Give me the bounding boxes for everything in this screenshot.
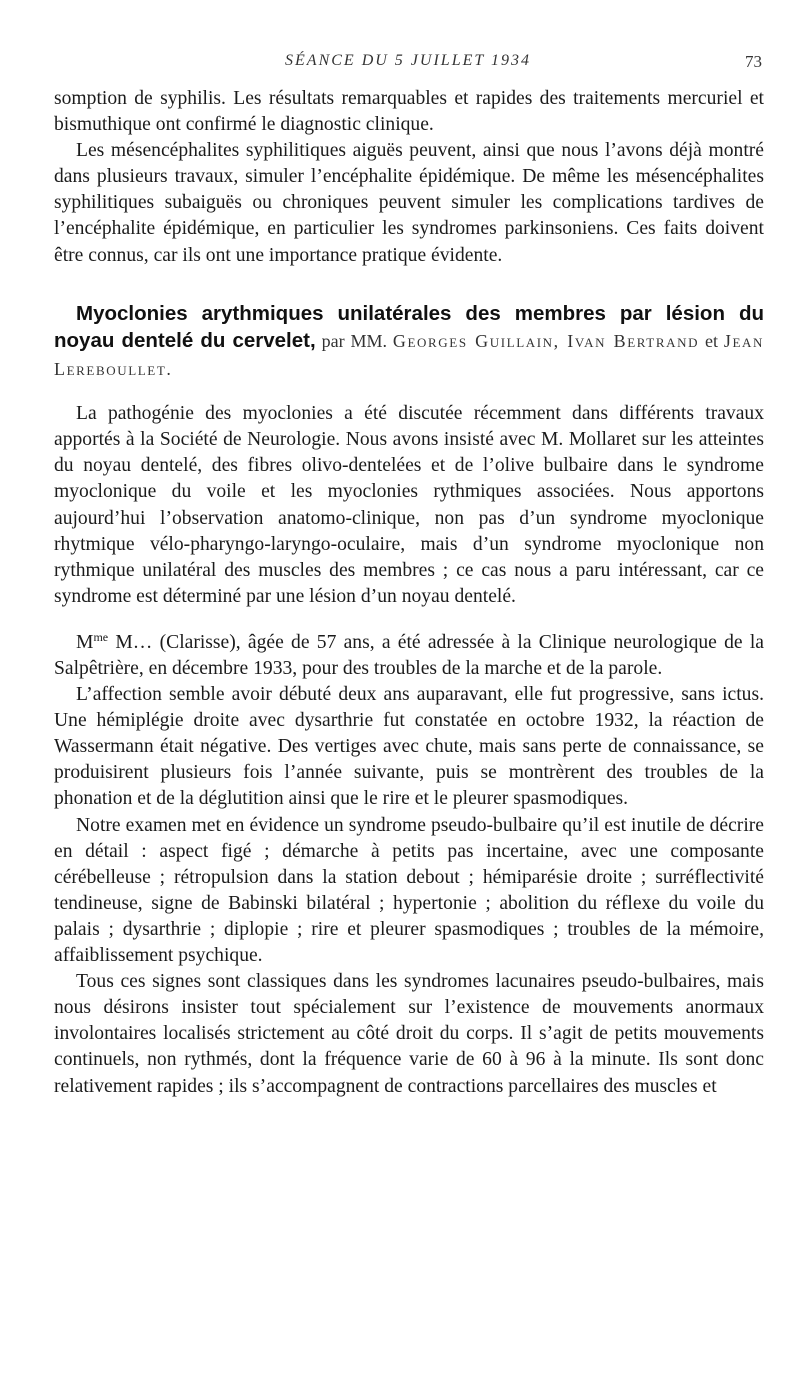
section-gap (54, 610, 764, 630)
paragraph: La pathogénie des myoclonies a été discutée récemment dans différents travaux apportés à la Société de Neurologie. Nous avons insisté avec M. Mollaret sur les atteintes du noyau dentelé, des fibres olivo-dentelées et de l’olive bulbaire dans le syndrome myoclonique du voile et les myoclonies rythmiques associées. Nous apportons aujourd’hui l’observation anatomo-clinique, non pas d’un syndrome myoclonique rhytmique vélo-pharyngo-laryngo-oculaire, mais d’un syndrome myoclonique non rythmique unilatéral des muscles des membres ; ce cas nous a paru intéressant, car ce syndrome est déterminé par une lésion d’un noyau dentelé. (54, 403, 764, 607)
article-and: et (699, 331, 724, 352)
page-number: 73 (745, 52, 762, 71)
article-title: Myoclonies arythmiques unilatérales des membres par lésion du noyau dentelé du cervelet, (54, 301, 764, 353)
running-head (54, 52, 762, 76)
article-header (54, 301, 764, 384)
paragraph: Notre examen met en évidence un syndrome pseudo-bulbaire qu’il est inutile de décrire en détail : aspect figé ; démarche à petits pas incertaine, avec une composante cérébelleuse ; rétropulsion dans la station debout ; hémiparésie droite ; surréflectivité tendineuse, signe de Babinski bilatéral ; hypertonie ; abolition du réflexe du voile du palais ; dysarthrie ; diplopie ; rire et pleurer spasmodiques ; troubles de la mémoire, affaiblissement psychique. (54, 814, 764, 967)
paragraph: Les mésencéphalites syphilitiques aiguës peuvent, ainsi que nous l’avons déjà montré dans plusieurs travaux, simuler l’encéphalite épidémique. De même les mésencéphalites syphilitiques subaiguës ou chroniques peuvent simuler les complications tardives de l’encéphalite épidémique, en particulier les syndromes parkinsoniens. Ces faits doivent être connus, car ils ont une importance pratique évidente. (54, 140, 764, 266)
article-by: par MM. (315, 331, 393, 352)
running-title: SÉANCE DU 5 JUILLET 1934 (285, 52, 531, 69)
case-paragraph (54, 630, 764, 682)
page-body (54, 86, 764, 1100)
honorific: M (76, 631, 94, 653)
article-authors: Georges Guillain, Ivan Bertrand (392, 331, 700, 352)
article-authors-last: Jean Lereboullet. (54, 331, 764, 379)
paragraph: Tous ces signes sont classiques dans les syndromes lacunaires pseudo-bulbaires, mais nous désirons insister tout spécialement sur l’existence de mouvements anormaux involontaires localisés strictement au côté droit du corps. Il s’agit de petits mouvements continuels, non rythmés, dont la fréquence varie de 60 à 96 à la minute. Ils sont donc relativement rapides ; ils s’accompagnent de contractions parcellaires des muscles et (54, 971, 764, 1097)
honorific-sup: me (93, 629, 109, 644)
case-text: M… (Clarisse), âgée de 57 ans, a été adressée à la Clinique neurologique de la Salpêtrière, en décembre 1933, pour des troubles de la marche et de la parole. (54, 631, 764, 679)
paragraph: L’affection semble avoir débuté deux ans auparavant, elle fut progressive, sans ictus. Une hémiplégie droite avec dysarthrie fut constatée en octobre 1932, la réaction de Wassermann était négative. Des vertiges avec chute, mais sans perte de connaissance, se produisirent plusieurs fois l’année suivante, puis se montrèrent des troubles de la phonation et de la déglutition ainsi que le rire et le pleurer spasmodiques. (54, 684, 764, 810)
paragraph: somption de syphilis. Les résultats remarquables et rapides des traitements mercuriel et bismuthique ont confirmé le diagnostic clinique. (54, 88, 764, 136)
